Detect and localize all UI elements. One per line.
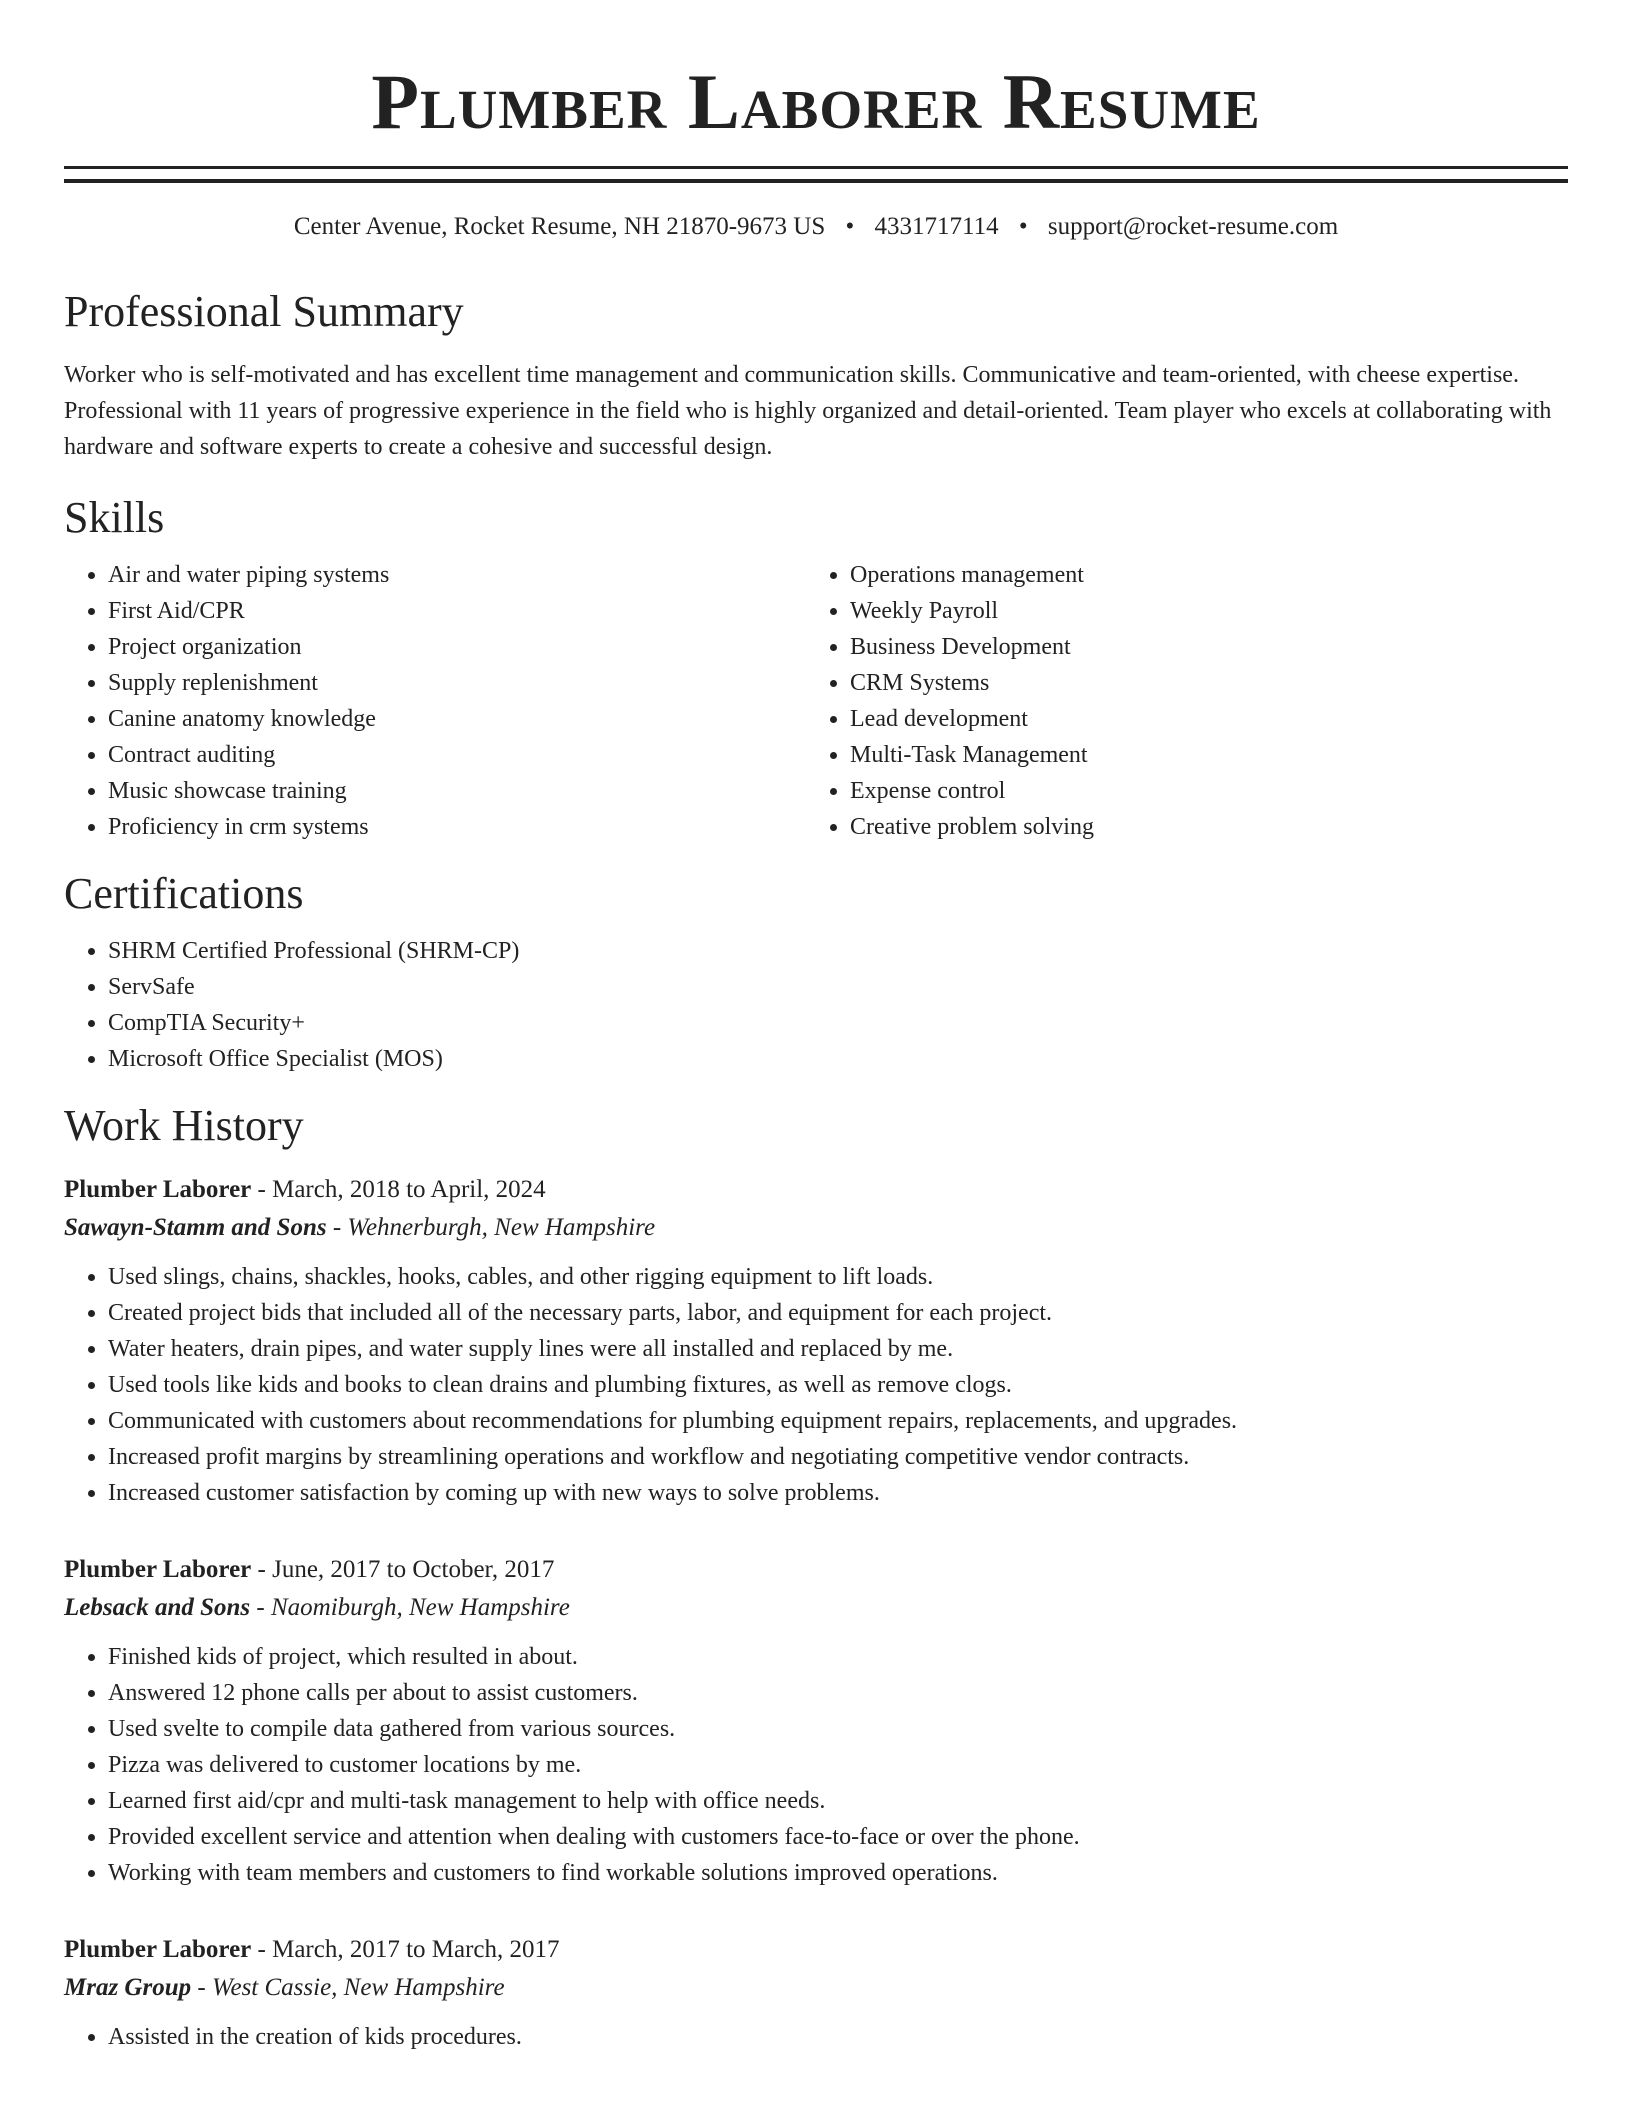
job-title-line xyxy=(64,1171,1568,1209)
job-company: Sawayn-Stamm and Sons xyxy=(64,1214,327,1241)
job-title: Plumber Laborer xyxy=(64,1556,252,1583)
skill-item: • CRM Systems xyxy=(850,665,1548,701)
skills-columns xyxy=(64,557,1568,845)
resume-title: Plumber Laborer Resume xyxy=(371,58,1261,145)
skill-item: • Proficiency in crm systems xyxy=(108,809,806,845)
certifications-heading: Certifications xyxy=(64,869,304,918)
skill-item: • Contract auditing xyxy=(108,737,806,773)
job-company-line xyxy=(64,1209,1568,1247)
job-company-line xyxy=(64,1969,1568,2007)
skills-heading: Skills xyxy=(64,493,165,542)
job-entry xyxy=(64,1931,1568,2055)
contact-line xyxy=(64,211,1568,243)
skill-item: • Supply replenishment xyxy=(108,665,806,701)
skill-item: • First Aid/CPR xyxy=(108,593,806,629)
job-bullet: • Water heaters, drain pipes, and water supply lines were all installed and replaced by me. xyxy=(108,1331,1568,1367)
skill-item: • Creative problem solving xyxy=(850,809,1548,845)
skill-item: • Operations management xyxy=(850,557,1548,593)
job-bullet: • Increased profit margins by streamlining operations and workflow and negotiating competitive vendor contracts. xyxy=(108,1439,1568,1475)
job-dates: - June, 2017 to October, 2017 xyxy=(251,1556,555,1583)
job-bullet: • Learned first aid/cpr and multi-task management to help with office needs. xyxy=(108,1783,1568,1819)
job-dates: - March, 2018 to April, 2024 xyxy=(251,1176,546,1203)
work-history-heading: Work History xyxy=(64,1101,304,1150)
job-bullets xyxy=(64,2019,1568,2055)
skill-item: • Weekly Payroll xyxy=(850,593,1548,629)
job-bullet: • Assisted in the creation of kids procedures. xyxy=(108,2019,1568,2055)
job-entry xyxy=(64,1171,1568,1511)
job-bullet: • Provided excellent service and attention when dealing with customers face-to-face or over the phone. xyxy=(108,1819,1568,1855)
job-bullet: • Answered 12 phone calls per about to assist customers. xyxy=(108,1675,1568,1711)
certifications-list xyxy=(64,933,1568,1077)
job-bullet: • Finished kids of project, which resulted in about. xyxy=(108,1639,1568,1675)
contact-phone: 4331717114 xyxy=(874,213,999,240)
skill-item: • Lead development xyxy=(850,701,1548,737)
job-bullets xyxy=(64,1639,1568,1891)
job-bullet: • Pizza was delivered to customer locations by me. xyxy=(108,1747,1568,1783)
certification-item: • Microsoft Office Specialist (MOS) xyxy=(108,1041,1568,1077)
job-location: - Naomiburgh, New Hampshire xyxy=(250,1594,570,1621)
job-title: Plumber Laborer xyxy=(64,1176,252,1203)
contact-separator: • xyxy=(845,213,855,240)
job-bullet: • Created project bids that included all of the necessary parts, labor, and equipment for each project. xyxy=(108,1295,1568,1331)
job-bullet: • Working with team members and customers to find workable solutions improved operations. xyxy=(108,1855,1568,1891)
job-location: - West Cassie, New Hampshire xyxy=(191,1974,505,2001)
title-double-rule xyxy=(64,166,1568,183)
certification-item: • ServSafe xyxy=(108,969,1568,1005)
skill-item: • Air and water piping systems xyxy=(108,557,806,593)
job-title-line xyxy=(64,1931,1568,1969)
skill-item: • Expense control xyxy=(850,773,1548,809)
job-bullet: • Communicated with customers about recommendations for plumbing equipment repairs, replacements, and upgrades. xyxy=(108,1403,1568,1439)
summary-heading: Professional Summary xyxy=(64,287,464,336)
job-dates: - March, 2017 to March, 2017 xyxy=(251,1936,560,1963)
resume-page xyxy=(64,0,1568,2055)
job-company: Mraz Group xyxy=(64,1974,192,2001)
job-title-line xyxy=(64,1551,1568,1589)
summary-text: Worker who is self-motivated and has excellent time management and communication skills. Communicative and team-oriented, with cheese expertise. Professional with 11 years of progressive experience in the field who is highly organized and detail-oriented. Team player who excels at collaborating with hardware and software experts to create a cohesive and successful design. xyxy=(64,362,1552,460)
skill-item: • Business Development xyxy=(850,629,1548,665)
certification-item: • SHRM Certified Professional (SHRM-CP) xyxy=(108,933,1568,969)
skill-item: • Project organization xyxy=(108,629,806,665)
skill-item: • Multi-Task Management xyxy=(850,737,1548,773)
job-company-line xyxy=(64,1589,1568,1627)
contact-separator: • xyxy=(1018,213,1028,240)
job-entry xyxy=(64,1551,1568,1891)
job-title: Plumber Laborer xyxy=(64,1936,252,1963)
contact-address: Center Avenue, Rocket Resume, NH 21870-9673 US xyxy=(293,213,826,240)
job-bullet: • Used tools like kids and books to clean drains and plumbing fixtures, as well as remove clogs. xyxy=(108,1367,1568,1403)
job-bullet: • Increased customer satisfaction by coming up with new ways to solve problems. xyxy=(108,1475,1568,1511)
skill-item: • Canine anatomy knowledge xyxy=(108,701,806,737)
skills-list-right xyxy=(806,557,1548,845)
job-bullets xyxy=(64,1259,1568,1511)
job-location: - Wehnerburgh, New Hampshire xyxy=(326,1214,656,1241)
job-bullet: • Used slings, chains, shackles, hooks, cables, and other rigging equipment to lift loads. xyxy=(108,1259,1568,1295)
skill-item: • Music showcase training xyxy=(108,773,806,809)
skills-list-left xyxy=(64,557,806,845)
contact-email[interactable]: support@rocket-resume.com xyxy=(1047,213,1339,240)
certification-item: • CompTIA Security+ xyxy=(108,1005,1568,1041)
job-company: Lebsack and Sons xyxy=(64,1594,251,1621)
job-bullet: • Used svelte to compile data gathered from various sources. xyxy=(108,1711,1568,1747)
